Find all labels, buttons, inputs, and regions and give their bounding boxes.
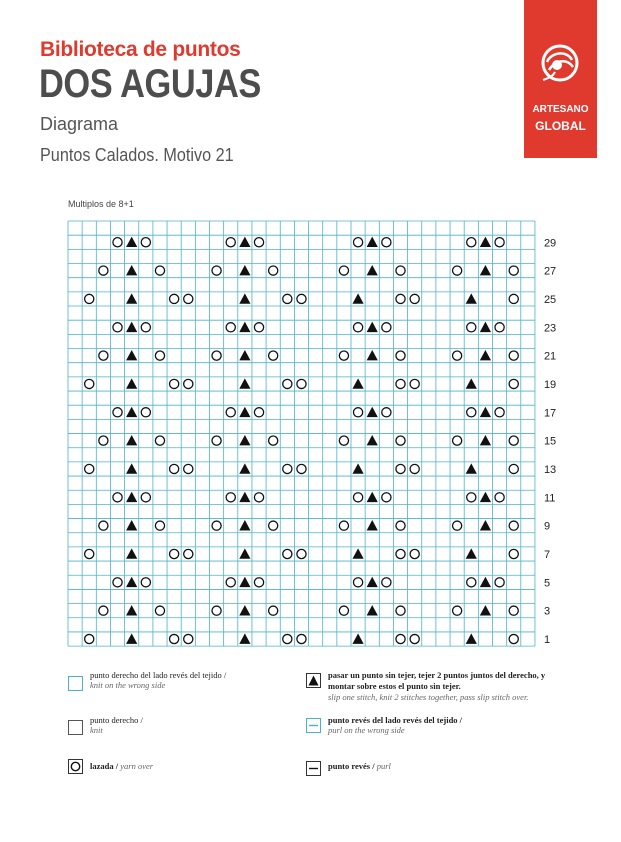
row-number: 21: [543, 350, 557, 363]
row-number: 25: [543, 293, 557, 306]
sk2p-symbol: [239, 520, 250, 530]
row-number: 7: [543, 548, 551, 561]
yarn-over-symbol: [396, 606, 405, 615]
yarn-over-symbol: [85, 549, 94, 558]
row-number: 29: [543, 237, 557, 250]
yarn-over-symbol: [453, 266, 462, 275]
yarn-over-symbol: [254, 323, 263, 332]
yarn-over-symbol: [113, 578, 122, 587]
yarn-over-symbol: [467, 578, 476, 587]
sk2p-symbol: [480, 435, 491, 445]
sk2p-symbol: [480, 407, 491, 417]
yarn-over-symbol: [226, 493, 235, 502]
yarn-over-symbol: [155, 351, 164, 360]
yarn-over-symbol: [212, 436, 221, 445]
legend-yarn-over-label: lazada / yarn over: [90, 761, 154, 771]
yarn-over-symbol: [99, 436, 108, 445]
purl-icon: [306, 761, 321, 776]
yarn-over-symbol: [283, 464, 292, 473]
sk2p-symbol: [352, 463, 363, 473]
sk2p-symbol: [352, 293, 363, 303]
sk2p-symbol: [239, 322, 250, 332]
yarn-over-symbol: [269, 351, 278, 360]
sk2p-symbol: [239, 265, 250, 275]
yarn-over-symbol: [254, 493, 263, 502]
yarn-over-symbol: [184, 464, 193, 473]
sk2p-symbol: [239, 577, 250, 587]
yarn-over-icon: [68, 759, 83, 774]
sk2p-symbol: [239, 378, 250, 388]
yarn-over-symbol: [226, 408, 235, 417]
sk2p-symbol: [367, 520, 378, 530]
yarn-over-symbol: [509, 606, 518, 615]
yarn-over-symbol: [269, 436, 278, 445]
yarn-over-symbol: [99, 266, 108, 275]
yarn-over-symbol: [155, 266, 164, 275]
yarn-over-symbol: [509, 351, 518, 360]
yarn-over-symbol: [382, 493, 391, 502]
row-number: 11: [543, 492, 556, 505]
yarn-over-symbol: [113, 238, 122, 247]
yarn-over-symbol: [410, 464, 419, 473]
sk2p-symbol: [239, 633, 250, 643]
yarn-over-symbol: [99, 521, 108, 530]
yarn-over-symbol: [212, 351, 221, 360]
yarn-over-symbol: [453, 521, 462, 530]
row-number: 23: [543, 322, 557, 335]
sk2p-symbol: [466, 293, 477, 303]
section-title: Biblioteca de puntos: [40, 38, 241, 61]
sk2p-symbol: [480, 520, 491, 530]
yarn-over-symbol: [467, 493, 476, 502]
yarn-over-symbol: [269, 266, 278, 275]
yarn-over-symbol: [353, 578, 362, 587]
sk2p-symbol: [367, 407, 378, 417]
sk2p-symbol: [466, 463, 477, 473]
yarn-over-symbol: [170, 634, 179, 643]
sk2p-symbol: [126, 435, 137, 445]
yarn-over-symbol: [155, 521, 164, 530]
yarn-over-symbol: [226, 238, 235, 247]
sk2p-symbol: [239, 548, 250, 558]
yarn-over-symbol: [509, 521, 518, 530]
sk2p-symbol: [480, 492, 491, 502]
stitch-multiple: Multiplos de 8+1: [68, 199, 134, 209]
yarn-over-symbol: [155, 436, 164, 445]
yarn-over-symbol: [509, 379, 518, 388]
yarn-over-symbol: [495, 493, 504, 502]
yarn-over-symbol: [509, 436, 518, 445]
yarn-over-symbol: [396, 549, 405, 558]
yarn-over-symbol: [283, 379, 292, 388]
sk2p-symbol: [126, 407, 137, 417]
yarn-over-symbol: [85, 379, 94, 388]
sk2p-triangle-icon: [306, 673, 321, 688]
row-number: 5: [543, 577, 551, 590]
yarn-over-symbol: [353, 323, 362, 332]
sk2p-symbol: [352, 633, 363, 643]
yarn-over-symbol: [269, 606, 278, 615]
yarn-over-symbol: [141, 238, 150, 247]
yarn-over-symbol: [141, 578, 150, 587]
yarn-over-symbol: [509, 549, 518, 558]
row-number: 3: [543, 605, 551, 618]
yarn-over-symbol: [297, 549, 306, 558]
sk2p-symbol: [126, 378, 137, 388]
sk2p-symbol: [126, 492, 137, 502]
sk2p-symbol: [126, 265, 137, 275]
sk2p-symbol: [126, 350, 137, 360]
yarn-over-symbol: [297, 464, 306, 473]
yarn-over-symbol: [254, 408, 263, 417]
sk2p-symbol: [126, 463, 137, 473]
yarn-over-symbol: [141, 323, 150, 332]
yarn-over-symbol: [396, 521, 405, 530]
yarn-over-symbol: [85, 294, 94, 303]
yarn-over-symbol: [410, 549, 419, 558]
sk2p-symbol: [126, 293, 137, 303]
sk2p-symbol: [480, 237, 491, 247]
yarn-over-symbol: [85, 464, 94, 473]
legend-sk2p-label: pasar un punto sin tejer, tejer 2 puntos juntos del derecho, y montar sobre estos el punto sin tejer. slip one stitch, knit 2 stitches together, pass slip stitch over.: [328, 670, 546, 703]
yarn-over-symbol: [396, 634, 405, 643]
sk2p-symbol: [126, 577, 137, 587]
sk2p-symbol: [367, 435, 378, 445]
row-number: 19: [543, 378, 557, 391]
yarn-over-symbol: [283, 294, 292, 303]
yarn-over-symbol: [495, 408, 504, 417]
yarn-over-symbol: [467, 323, 476, 332]
yarn-over-symbol: [495, 578, 504, 587]
yarn-over-symbol: [382, 408, 391, 417]
legend-purl-ws-label: punto revés del lado revés del tejido / purl on the wrong side: [328, 715, 463, 735]
yarn-over-symbol: [99, 351, 108, 360]
yarn-over-symbol: [353, 408, 362, 417]
yarn-over-symbol: [184, 379, 193, 388]
yarn-over-symbol: [453, 351, 462, 360]
yarn-over-symbol: [212, 521, 221, 530]
legend-knit-label: punto derecho / knit: [90, 715, 143, 735]
sk2p-symbol: [126, 633, 137, 643]
sk2p-symbol: [367, 265, 378, 275]
yarn-over-symbol: [339, 606, 348, 615]
yarn-over-symbol: [509, 266, 518, 275]
purl-wrong-side-icon: [306, 718, 321, 733]
legend-knit-ws-label: punto derecho del lado revés del tejido / knit on the wrong side: [90, 670, 227, 690]
sk2p-symbol: [239, 350, 250, 360]
pattern-name: Puntos Calados. Motivo 21: [40, 145, 234, 165]
yarn-over-symbol: [339, 351, 348, 360]
yarn-over-symbol: [254, 578, 263, 587]
yarn-over-symbol: [467, 408, 476, 417]
row-number: 15: [543, 435, 557, 448]
yarn-over-symbol: [509, 634, 518, 643]
sk2p-symbol: [239, 463, 250, 473]
yarn-over-symbol: [495, 238, 504, 247]
sk2p-symbol: [367, 322, 378, 332]
yarn-over-symbol: [339, 266, 348, 275]
brand-name-line1: ARTESANO: [532, 104, 589, 115]
sk2p-symbol: [367, 605, 378, 615]
sk2p-symbol: [239, 407, 250, 417]
sk2p-symbol: [466, 633, 477, 643]
sk2p-symbol: [367, 237, 378, 247]
row-number: 1: [543, 634, 551, 647]
yarn-over-symbol: [141, 493, 150, 502]
subtitle: Diagrama: [40, 114, 119, 134]
sk2p-symbol: [480, 577, 491, 587]
yarn-over-symbol: [226, 578, 235, 587]
sk2p-symbol: [466, 378, 477, 388]
sk2p-symbol: [480, 265, 491, 275]
yarn-over-symbol: [184, 549, 193, 558]
yarn-over-symbol: [212, 266, 221, 275]
yarn-over-symbol: [396, 294, 405, 303]
yarn-over-symbol: [467, 238, 476, 247]
row-number: 13: [543, 463, 557, 476]
yarn-over-symbol: [382, 578, 391, 587]
yarn-over-symbol: [453, 436, 462, 445]
sk2p-symbol: [352, 378, 363, 388]
yarn-over-symbol: [226, 323, 235, 332]
knit-icon: [68, 720, 83, 735]
yarn-over-symbol: [339, 521, 348, 530]
yarn-over-symbol: [396, 436, 405, 445]
yarn-over-symbol: [283, 634, 292, 643]
yarn-over-symbol: [113, 323, 122, 332]
sk2p-symbol: [239, 605, 250, 615]
sk2p-symbol: [126, 520, 137, 530]
sk2p-symbol: [126, 237, 137, 247]
yarn-over-symbol: [184, 294, 193, 303]
yarn-over-symbol: [297, 294, 306, 303]
yarn-over-symbol: [155, 606, 164, 615]
yarn-over-symbol: [170, 549, 179, 558]
sk2p-symbol: [239, 237, 250, 247]
sk2p-symbol: [126, 548, 137, 558]
yarn-over-symbol: [141, 408, 150, 417]
row-number: 17: [543, 407, 557, 420]
yarn-over-symbol: [170, 379, 179, 388]
yarn-over-symbol: [396, 266, 405, 275]
sk2p-symbol: [480, 350, 491, 360]
yarn-over-symbol: [396, 464, 405, 473]
sk2p-symbol: [126, 605, 137, 615]
yarn-over-symbol: [396, 351, 405, 360]
yarn-over-symbol: [184, 634, 193, 643]
sk2p-symbol: [239, 293, 250, 303]
yarn-over-symbol: [382, 238, 391, 247]
sk2p-symbol: [126, 322, 137, 332]
yarn-over-symbol: [396, 379, 405, 388]
yarn-over-symbol: [410, 294, 419, 303]
legend-purl-label: punto revés / purl: [328, 761, 391, 771]
yarn-over-symbol: [297, 634, 306, 643]
yarn-over-symbol: [212, 606, 221, 615]
sk2p-symbol: [480, 605, 491, 615]
sk2p-symbol: [352, 548, 363, 558]
yarn-over-symbol: [339, 436, 348, 445]
yarn-over-symbol: [113, 408, 122, 417]
brand-name-line2: GLOBAL: [535, 119, 586, 133]
yarn-over-symbol: [410, 634, 419, 643]
yarn-over-symbol: [453, 606, 462, 615]
yarn-over-symbol: [353, 493, 362, 502]
yarn-over-symbol: [269, 521, 278, 530]
yarn-over-symbol: [170, 464, 179, 473]
sk2p-symbol: [466, 548, 477, 558]
row-number: 9: [543, 520, 551, 533]
knit-wrong-side-icon: [68, 676, 83, 691]
sk2p-symbol: [480, 322, 491, 332]
yarn-over-symbol: [297, 379, 306, 388]
yarn-over-symbol: [509, 464, 518, 473]
yarn-over-symbol: [170, 294, 179, 303]
yarn-over-symbol: [353, 238, 362, 247]
yarn-over-symbol: [509, 294, 518, 303]
sk2p-symbol: [239, 435, 250, 445]
yarn-over-symbol: [99, 606, 108, 615]
yarn-over-symbol: [382, 323, 391, 332]
yarn-over-symbol: [113, 493, 122, 502]
row-number: 27: [543, 265, 557, 278]
sk2p-symbol: [367, 350, 378, 360]
yarn-over-symbol: [410, 379, 419, 388]
yarn-over-symbol: [85, 634, 94, 643]
sk2p-symbol: [239, 492, 250, 502]
sk2p-symbol: [367, 492, 378, 502]
sk2p-symbol: [367, 577, 378, 587]
yarn-over-symbol: [254, 238, 263, 247]
yarn-over-symbol: [283, 549, 292, 558]
page-title: DOS AGUJAS: [39, 62, 261, 106]
yarn-over-symbol: [495, 323, 504, 332]
